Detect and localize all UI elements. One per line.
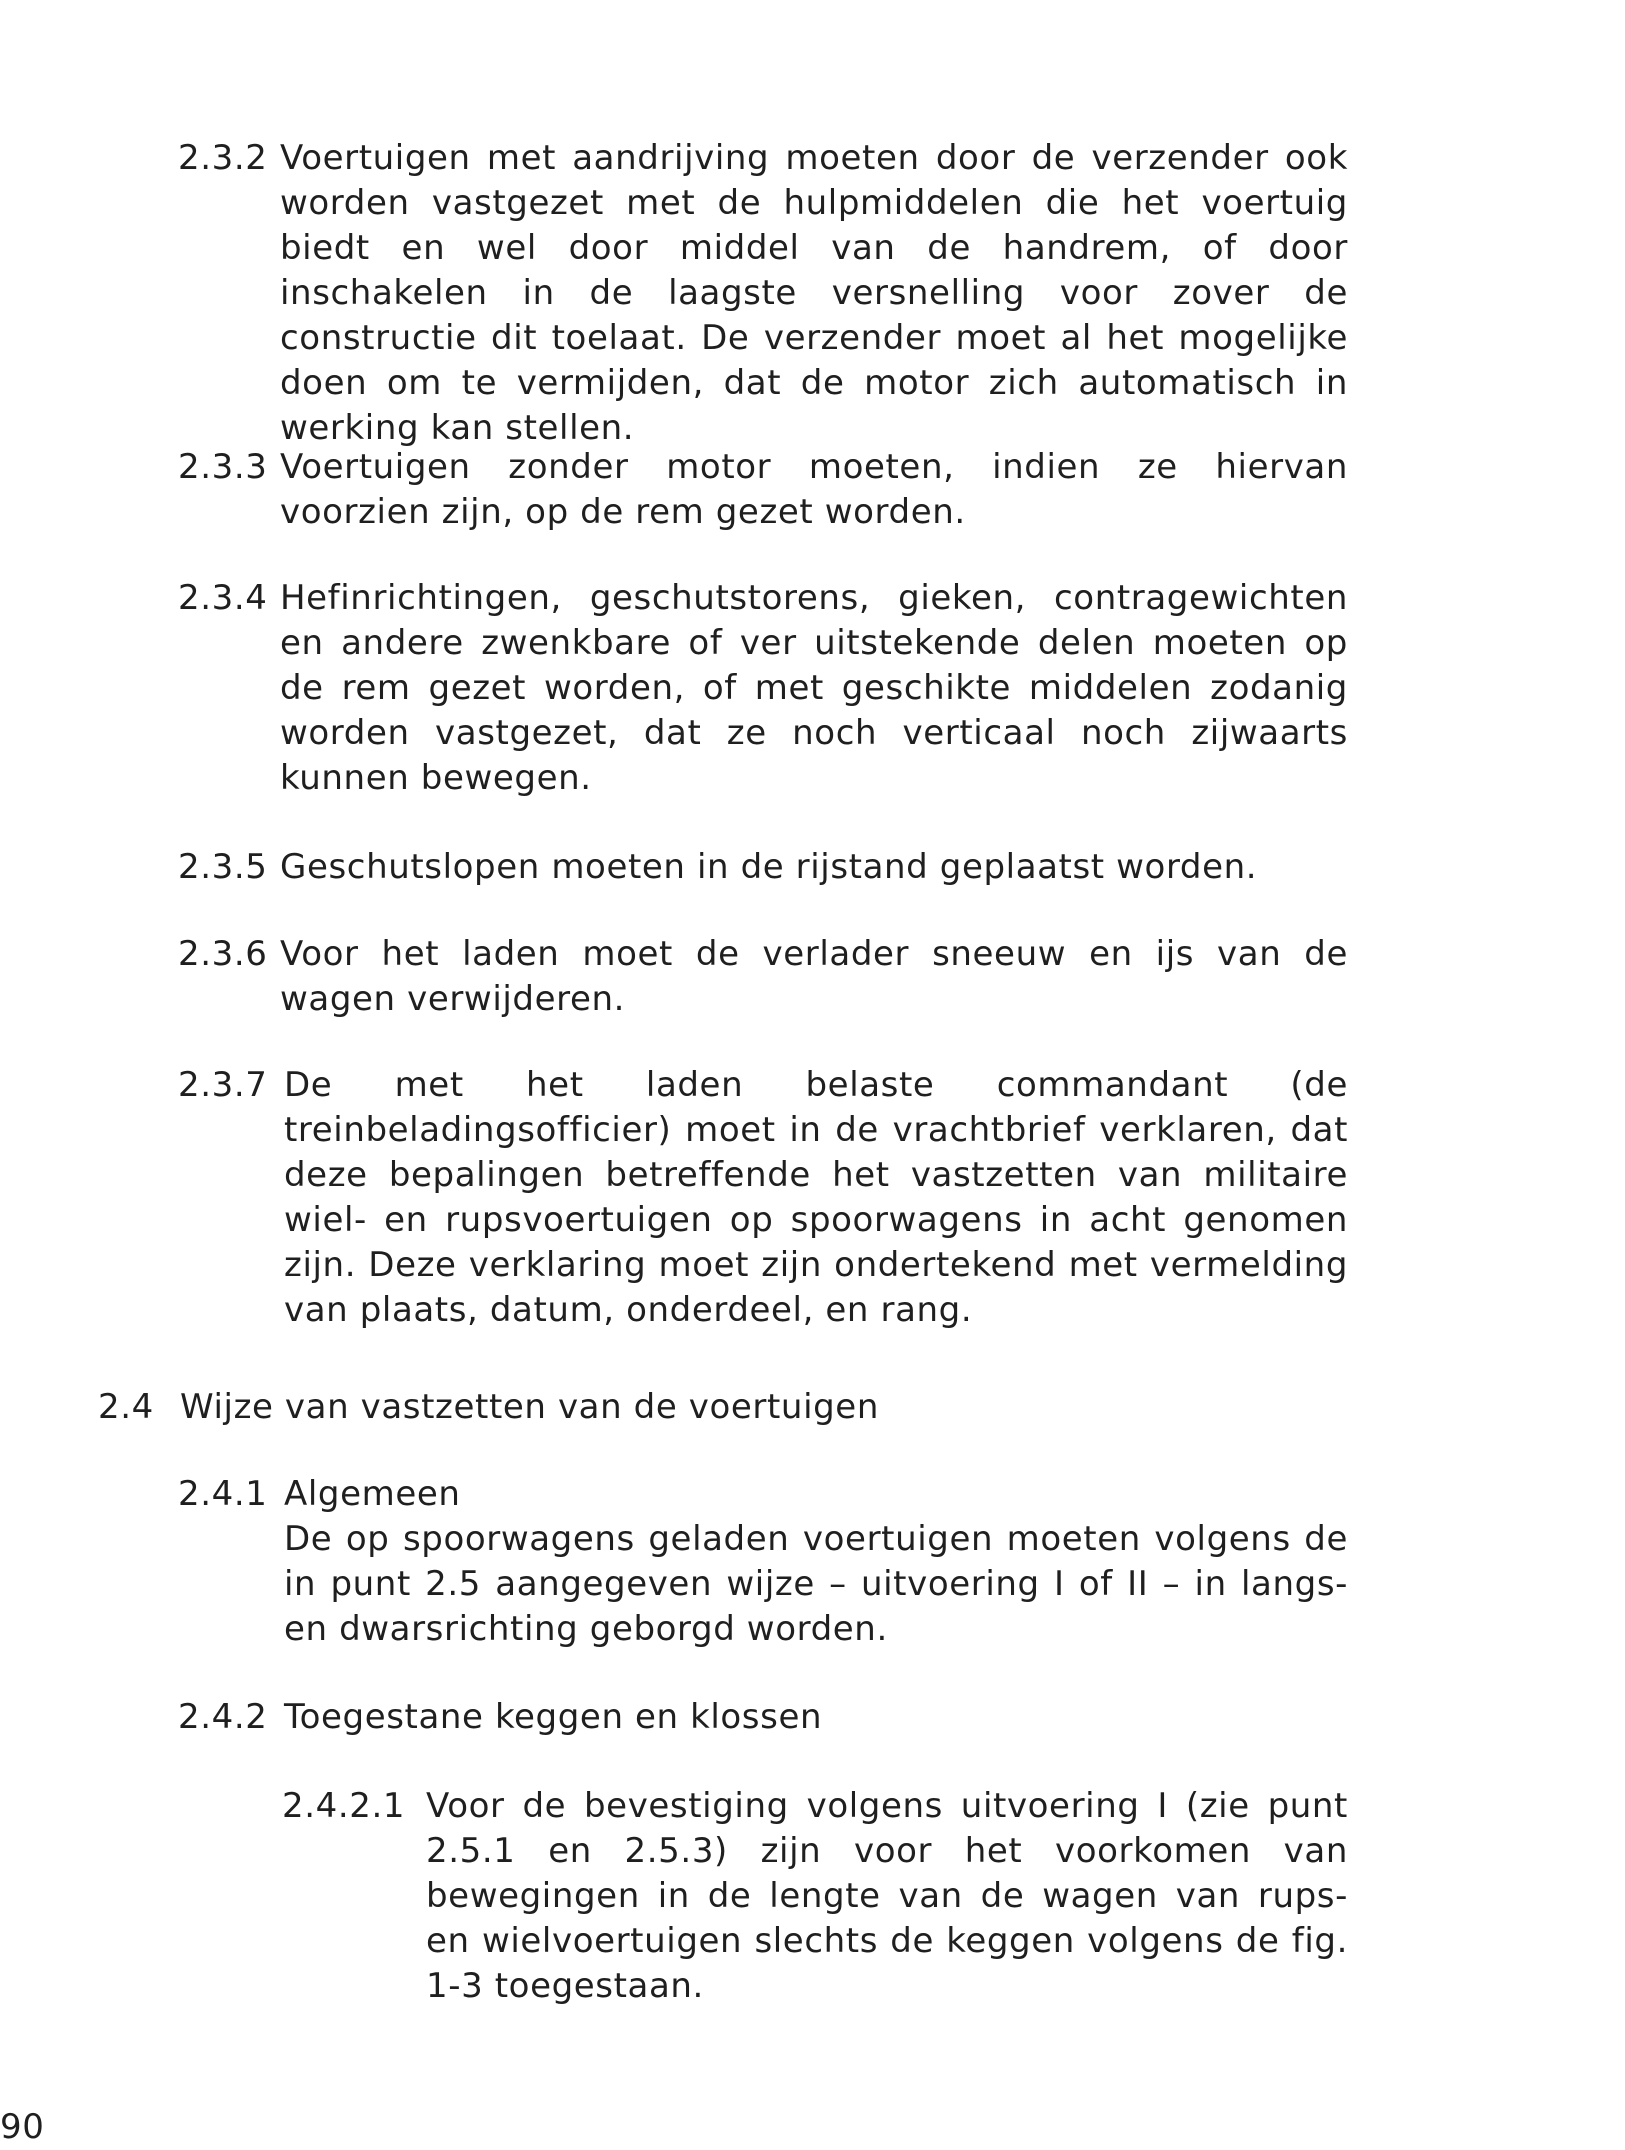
paragraph-text: Geschutslopen moeten in de rijstand geplaatst worden. — [280, 847, 1258, 887]
section-title: Wijze van vastzetten van de voertuigen — [180, 1387, 879, 1427]
subsection-number: 2.4.1 — [178, 1474, 268, 1514]
subsection-number: 2.4.2 — [178, 1697, 268, 1737]
page-number: 90 — [0, 2107, 45, 2147]
paragraph-2-3-5 — [178, 845, 1358, 890]
paragraph-2-3-2 — [178, 136, 1358, 448]
paragraph-text: De met het laden belaste commandant (de treinbeladingsofficier) moet in de vrachtbrief verklaren, dat deze bepalingen betreffende het vastzetten van militaire wiel- en rupsvoertuigen op spoorwagens in acht genomen zijn. Deze verklaring moet zijn ondertekend met vermelding van plaats, datum, onderdeel, en rang. — [284, 1065, 1348, 1330]
paragraph-number: 2.3.2 — [178, 138, 268, 178]
subsection-text: De op spoorwagens geladen voertuigen moeten volgens de in punt 2.5 aangegeven wijze – uitvoering I of II – in langs- en dwarsrichting geborgd worden. — [284, 1519, 1348, 1649]
section-number: 2.4 — [98, 1387, 154, 1427]
paragraph-number: 2.3.5 — [178, 847, 268, 887]
paragraph-number: 2.3.7 — [178, 1065, 268, 1105]
subsubsection-2-4-2-1 — [282, 1784, 1362, 2006]
subsection-2-4-2 — [178, 1695, 1358, 1740]
paragraph-2-3-7 — [178, 1063, 1358, 1333]
paragraph-number: 2.3.4 — [178, 578, 268, 618]
subsection-2-4-1 — [178, 1472, 1358, 1652]
paragraph-number: 2.3.6 — [178, 934, 268, 974]
paragraph-2-3-6 — [178, 932, 1358, 1022]
paragraph-2-3-4 — [178, 576, 1358, 801]
subsubsection-text: Voor de bevestiging volgens uitvoering I (zie punt 2.5.1 en 2.5.3) zijn voor het voorkomen van bewegingen in de lengte van de wagen van rups- en wielvoertuigen slechts de keggen volgens de fig. 1-3 toegestaan. — [426, 1786, 1348, 2006]
paragraph-text: Voertuigen met aandrijving moeten door de verzender ook worden vastgezet met de hulpmiddelen die het voertuig biedt en wel door middel van de handrem, of door inschakelen in de laagste versnelling voor zover de constructie dit toelaat. De verzender moet al het mogelijke doen om te vermijden, dat de motor zich automatisch in werking kan stellen. — [280, 138, 1348, 448]
paragraph-number: 2.3.3 — [178, 447, 268, 487]
subsection-title: Toegestane keggen en klossen — [284, 1697, 823, 1737]
paragraph-text: Voor het laden moet de verlader sneeuw en ijs van de wagen verwijderen. — [280, 934, 1348, 1019]
subsection-title: Algemeen — [284, 1474, 461, 1514]
subsubsection-number: 2.4.2.1 — [282, 1786, 406, 1826]
paragraph-text: Voertuigen zonder motor moeten, indien ze hiervan voorzien zijn, op de rem gezet worden. — [280, 447, 1348, 532]
paragraph-2-3-3 — [178, 445, 1358, 535]
paragraph-text: Hefinrichtingen, geschutstorens, gieken, contragewichten en andere zwenkbare of ver uitstekende delen moeten op de rem gezet worden, of met geschikte middelen zodanig worden vastgezet, dat ze noch verticaal noch zijwaarts kunnen bewegen. — [280, 578, 1348, 798]
